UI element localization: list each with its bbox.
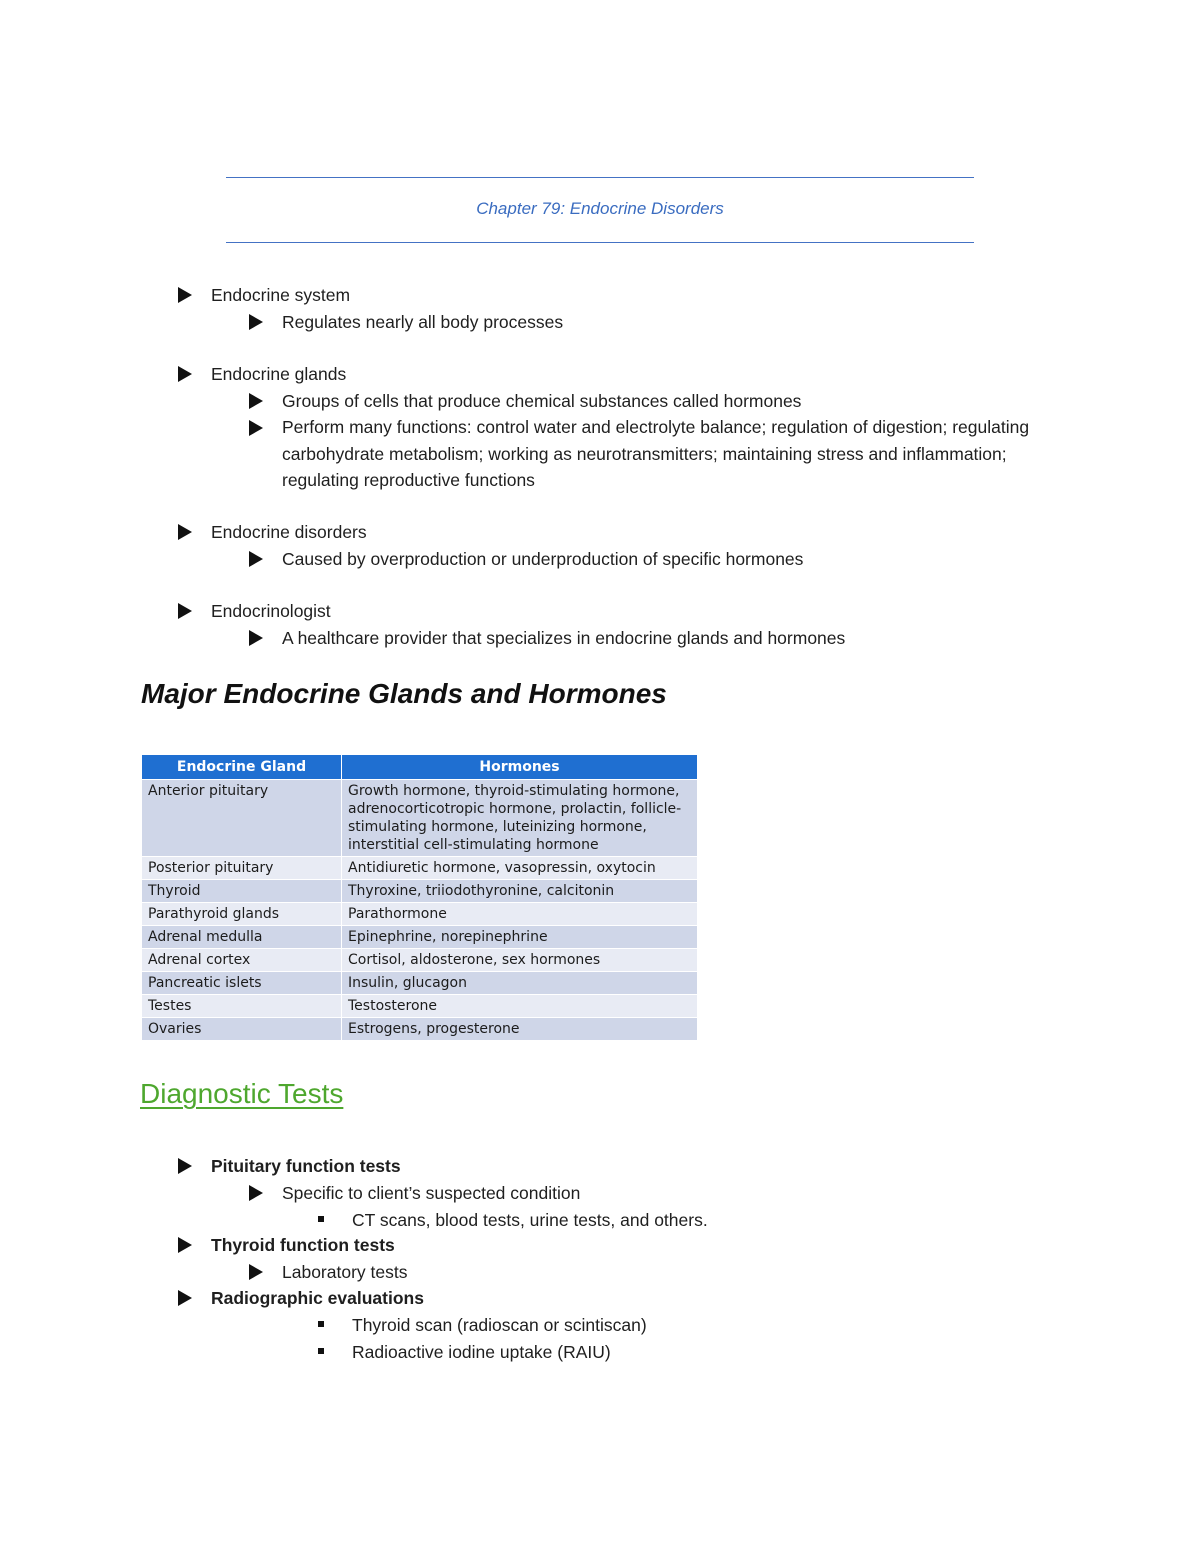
hormones-cell: Parathormone	[342, 903, 698, 926]
list-item: Endocrine system	[211, 285, 351, 305]
gland-cell: Adrenal cortex	[142, 949, 342, 972]
column-header-hormones: Hormones	[342, 755, 698, 780]
triangle-bullet-icon	[249, 551, 263, 567]
hormones-cell: Thyroxine, triiodothyronine, calcitonin	[342, 880, 698, 903]
sub-sub-list-item: CT scans, blood tests, urine tests, and others.	[352, 1210, 708, 1230]
triangle-bullet-icon	[249, 1264, 263, 1280]
table-row	[142, 857, 698, 880]
hormones-cell: Estrogens, progesterone	[342, 1018, 698, 1041]
sub-list-item: Specific to client’s suspected condition	[282, 1183, 581, 1203]
gland-cell: Testes	[142, 995, 342, 1018]
table-row	[142, 1018, 698, 1041]
sub-list-item: Caused by overproduction or underproduction of specific hormones	[282, 549, 804, 569]
gland-cell: Ovaries	[142, 1018, 342, 1041]
column-header-gland: Endocrine Gland	[142, 755, 342, 780]
table-row	[142, 949, 698, 972]
table-row	[142, 972, 698, 995]
sub-sub-list-item: Thyroid scan (radioscan or scintiscan)	[352, 1315, 647, 1335]
gland-cell: Anterior pituitary	[142, 780, 342, 857]
table-row	[142, 926, 698, 949]
triangle-bullet-icon	[178, 1290, 192, 1306]
triangle-bullet-icon	[249, 393, 263, 409]
chapter-title: Chapter 79: Endocrine Disorders	[476, 199, 724, 218]
sub-list-item: Regulates nearly all body processes	[282, 312, 564, 332]
triangle-bullet-icon	[249, 420, 263, 436]
table-row	[142, 880, 698, 903]
gland-cell: Posterior pituitary	[142, 857, 342, 880]
sub-sub-list-item: Radioactive iodine uptake (RAIU)	[352, 1342, 611, 1362]
hormones-cell: Antidiuretic hormone, vasopressin, oxytocin	[342, 857, 698, 880]
square-bullet-icon	[318, 1321, 324, 1327]
header-rule-top	[226, 177, 974, 178]
glands-table	[141, 754, 698, 1041]
square-bullet-icon	[318, 1216, 324, 1222]
sub-list-item: Perform many functions: control water and electrolyte balance; regulation of digestion; regulating carbohydrate metabolism; working as neurotransmitters; maintaining stress and inflammation; regulating reproductive functions	[282, 417, 1030, 490]
gland-cell: Adrenal medulla	[142, 926, 342, 949]
triangle-bullet-icon	[249, 630, 263, 646]
triangle-bullet-icon	[249, 314, 263, 330]
gland-cell: Thyroid	[142, 880, 342, 903]
list-item: Endocrine disorders	[211, 522, 367, 542]
list-item: Endocrinologist	[211, 601, 331, 621]
list-item: Pituitary function tests	[211, 1156, 401, 1176]
header-rule-bottom	[226, 242, 974, 243]
list-item: Radiographic evaluations	[211, 1288, 424, 1308]
hormones-cell: Insulin, glucagon	[342, 972, 698, 995]
sub-list-item: Groups of cells that produce chemical substances called hormones	[282, 391, 802, 411]
list-item: Thyroid function tests	[211, 1235, 395, 1255]
square-bullet-icon	[318, 1348, 324, 1354]
gland-cell: Parathyroid glands	[142, 903, 342, 926]
gland-cell: Pancreatic islets	[142, 972, 342, 995]
triangle-bullet-icon	[178, 1237, 192, 1253]
section-heading-diagnostic: Diagnostic Tests	[140, 1078, 344, 1109]
list-item: Endocrine glands	[211, 364, 347, 384]
hormones-cell: Cortisol, aldosterone, sex hormones	[342, 949, 698, 972]
triangle-bullet-icon	[178, 287, 192, 303]
triangle-bullet-icon	[178, 524, 192, 540]
hormones-cell: Testosterone	[342, 995, 698, 1018]
triangle-bullet-icon	[178, 366, 192, 382]
sub-list-item: A healthcare provider that specializes in endocrine glands and hormones	[282, 628, 846, 648]
table-row	[142, 995, 698, 1018]
table-row	[142, 903, 698, 926]
sub-list-item: Laboratory tests	[282, 1262, 408, 1282]
table-header-row	[142, 755, 698, 780]
section-heading-major: Major Endocrine Glands and Hormones	[141, 678, 667, 709]
triangle-bullet-icon	[178, 603, 192, 619]
hormones-cell: Growth hormone, thyroid-stimulating hormone, adrenocorticotropic hormone, prolactin, follicle-stimulating hormone, luteinizing hormone, interstitial cell-stimulating hormone	[342, 780, 698, 857]
table-row	[142, 780, 698, 857]
triangle-bullet-icon	[249, 1185, 263, 1201]
triangle-bullet-icon	[178, 1158, 192, 1174]
hormones-cell: Epinephrine, norepinephrine	[342, 926, 698, 949]
